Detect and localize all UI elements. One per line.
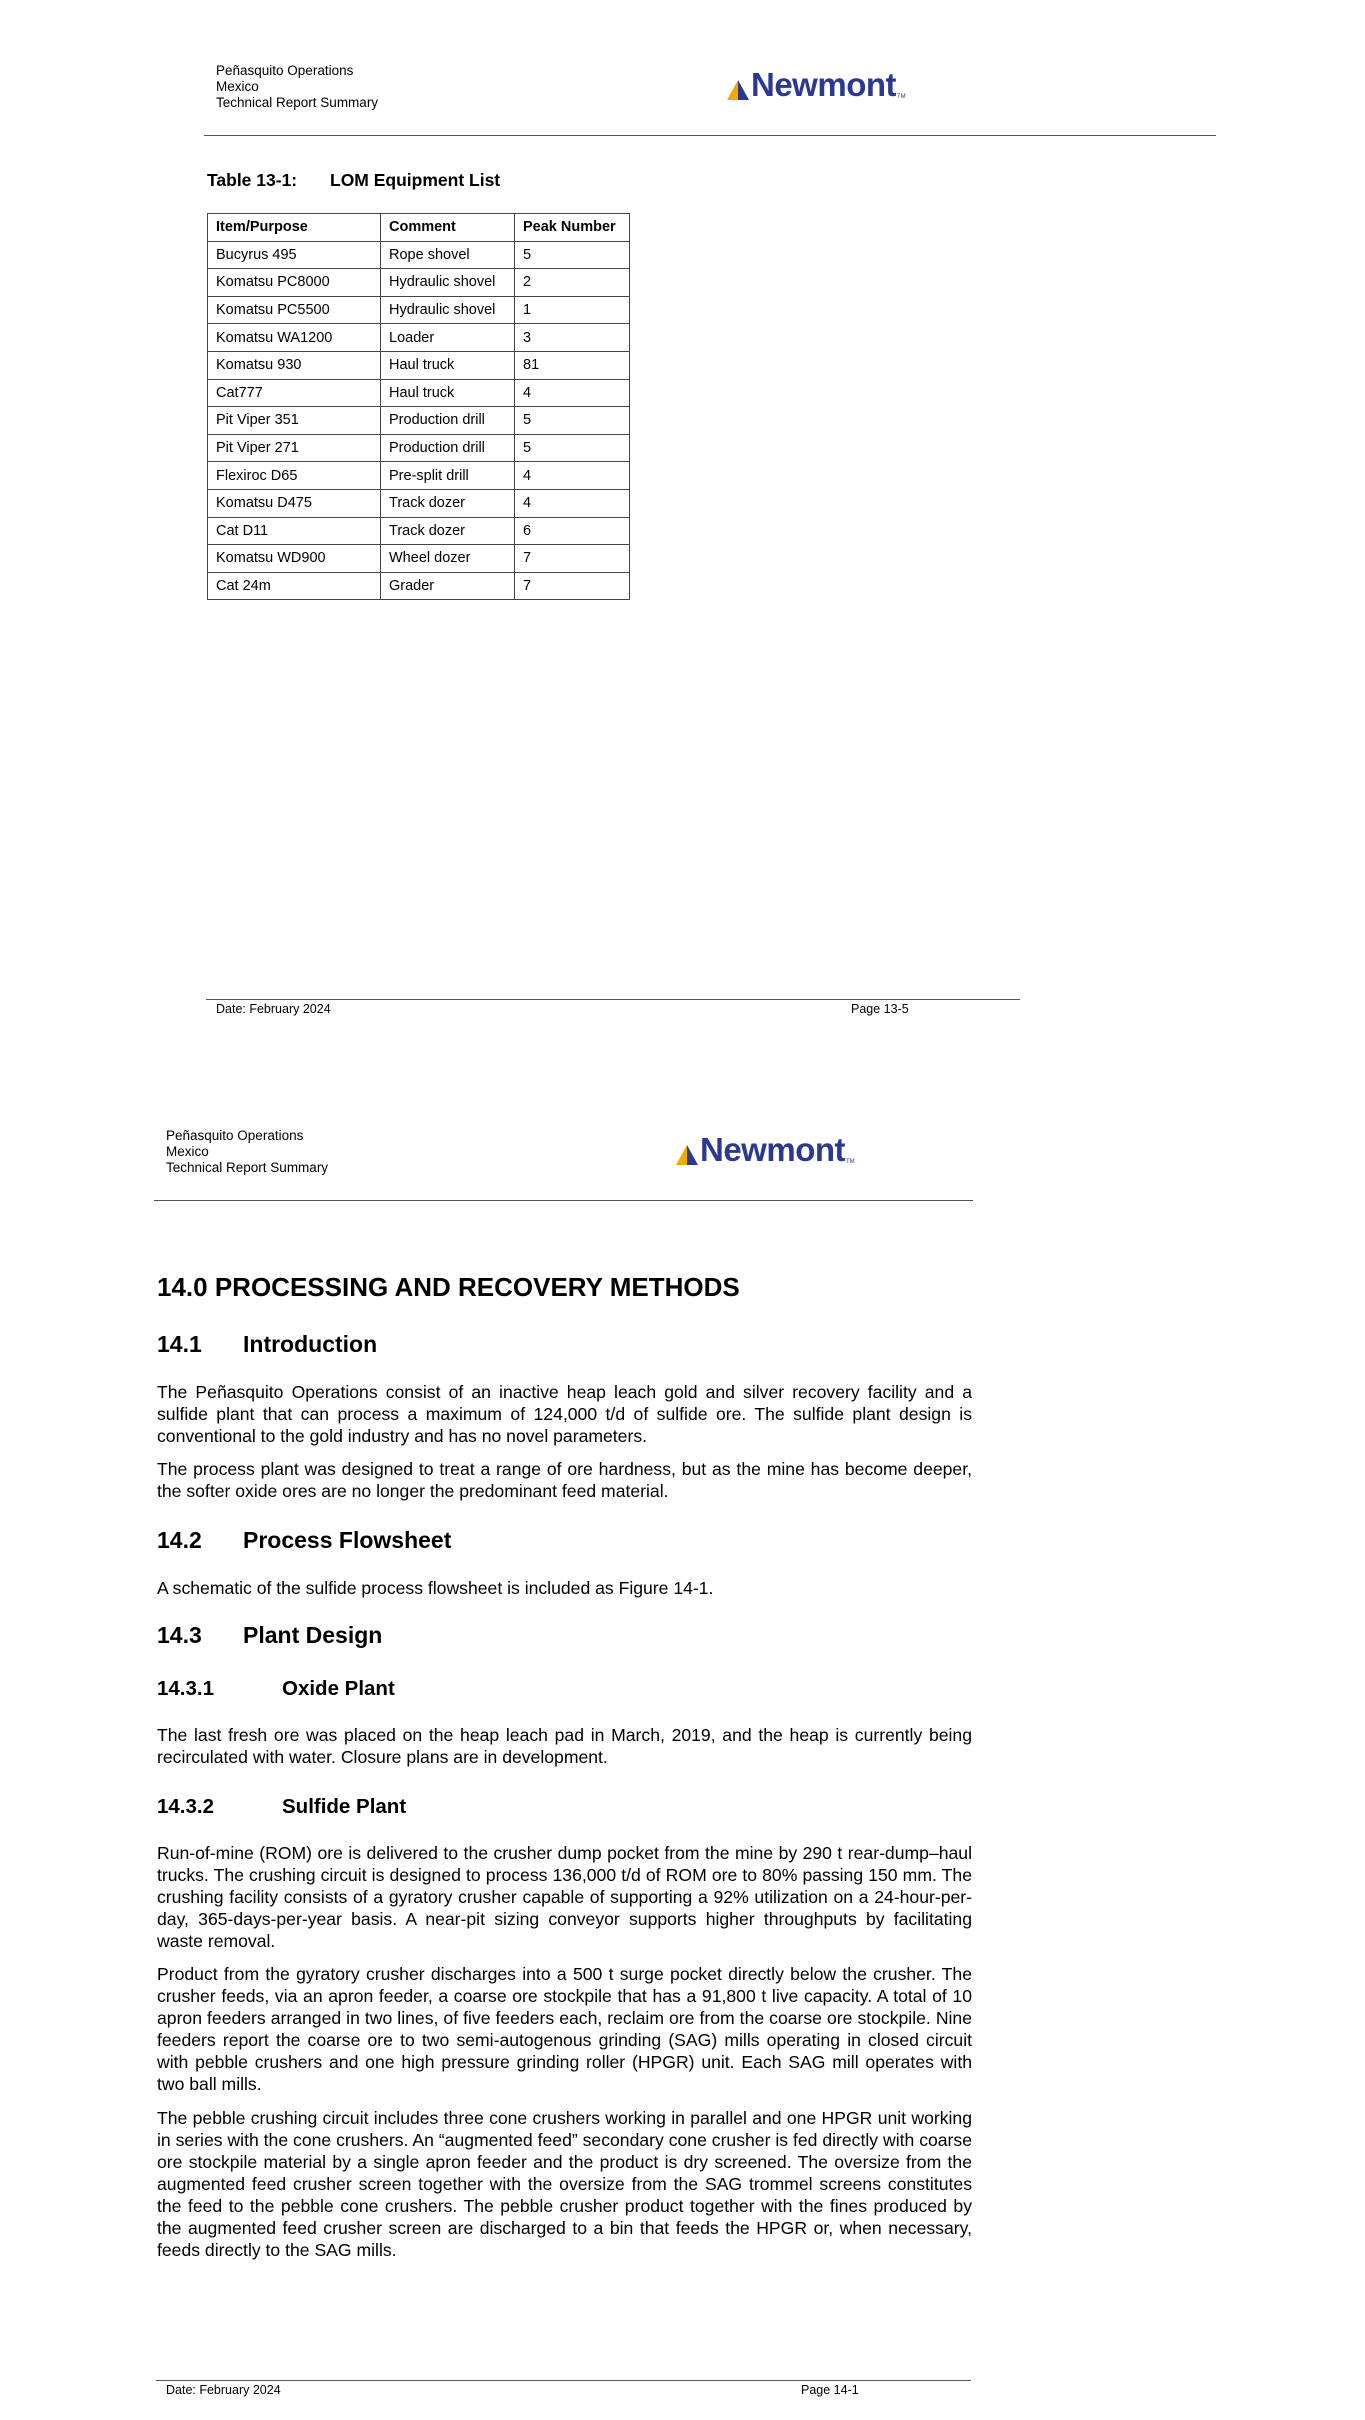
table-caption	[207, 170, 500, 191]
header-comment: Comment	[381, 214, 515, 242]
equipment-table	[207, 213, 630, 600]
heading-text: Process Flowsheet	[243, 1527, 452, 1553]
cell-peak-number: 2	[515, 269, 630, 297]
cell-peak-number: 6	[515, 517, 630, 545]
footer-divider	[206, 999, 1020, 1000]
page-header-company	[166, 1128, 328, 1176]
table-number: Table 13-1:	[207, 170, 298, 190]
header-item-purpose: Item/Purpose	[208, 214, 381, 242]
table-row	[208, 572, 630, 600]
cell-comment: Pre-split drill	[381, 462, 515, 490]
heading-number: 14.2	[157, 1527, 202, 1553]
heading-number: 14.1	[157, 1331, 202, 1357]
cell-comment: Production drill	[381, 407, 515, 435]
cell-peak-number: 5	[515, 407, 630, 435]
table-row	[208, 462, 630, 490]
logo-trademark: TM	[897, 94, 906, 100]
newmont-mark-icon	[727, 78, 749, 100]
cell-peak-number: 4	[515, 489, 630, 517]
cell-peak-number: 81	[515, 351, 630, 379]
cell-peak-number: 4	[515, 379, 630, 407]
cell-peak-number: 7	[515, 545, 630, 573]
cell-peak-number: 7	[515, 572, 630, 600]
heading-14-3-2	[157, 1795, 406, 1819]
table-header-row	[208, 214, 630, 242]
heading-text: Sulfide Plant	[282, 1795, 407, 1818]
paragraph-oxide-plant: The last fresh ore was placed on the heap leach pad in March, 2019, and the heap is currently being recirculated with water. Closure plans are in development.	[157, 1725, 972, 1767]
heading-14-2	[157, 1527, 451, 1554]
cell-peak-number: 5	[515, 241, 630, 269]
cell-item-purpose: Komatsu WA1200	[208, 324, 381, 352]
paragraph-flowsheet: A schematic of the sulfide process flowsheet is included as Figure 14-1.	[157, 1578, 714, 1598]
newmont-mark-icon	[676, 1143, 698, 1165]
heading-14-1	[157, 1331, 377, 1358]
heading-text: Oxide Plant	[282, 1677, 395, 1700]
heading-14-3-1	[157, 1677, 395, 1701]
newmont-logo	[727, 66, 906, 103]
logo-wordmark: Newmont	[751, 66, 896, 103]
table-row	[208, 296, 630, 324]
table-row	[208, 434, 630, 462]
table-row	[208, 407, 630, 435]
cell-comment: Track dozer	[381, 489, 515, 517]
section-title: 14.0 PROCESSING AND RECOVERY METHODS	[157, 1272, 740, 1302]
cell-peak-number: 1	[515, 296, 630, 324]
header-line-report: Technical Report Summary	[166, 1160, 329, 1175]
header-divider	[154, 1200, 973, 1201]
header-line-report: Technical Report Summary	[216, 95, 379, 110]
cell-peak-number: 3	[515, 324, 630, 352]
cell-item-purpose: Komatsu 930	[208, 351, 381, 379]
footer-divider	[156, 2380, 971, 2381]
table-title: LOM Equipment List	[330, 170, 501, 190]
cell-item-purpose: Komatsu PC5500	[208, 296, 381, 324]
heading-number: 14.3.2	[157, 1795, 214, 1818]
cell-comment: Hydraulic shovel	[381, 296, 515, 324]
table-row	[208, 324, 630, 352]
cell-comment: Haul truck	[381, 351, 515, 379]
cell-item-purpose: Pit Viper 271	[208, 434, 381, 462]
table-row	[208, 545, 630, 573]
footer-date: Date: February 2024	[216, 1002, 331, 1016]
paragraph-sulfide-2: Product from the gyratory crusher discharges into a 500 t surge pocket directly below the crusher. The crusher feeds, via an apron feeder, a coarse ore stockpile that has a 91,800 t live capacity. A total of 10 apron feeders arranged in two lines, of five feeders each, reclaim ore from the coarse ore stockpile. Nine feeders report the coarse ore to two semi-autogenous grinding (SAG) mills operating in closed circuit with pebble crushers and one high pressure grinding roller (HPGR) unit. Each SAG mill operates with two ball mills.	[157, 1964, 972, 2094]
table-row	[208, 269, 630, 297]
heading-number: 14.3.1	[157, 1677, 214, 1700]
newmont-logo	[676, 1131, 855, 1168]
cell-comment: Loader	[381, 324, 515, 352]
cell-item-purpose: Flexiroc D65	[208, 462, 381, 490]
cell-item-purpose: Komatsu PC8000	[208, 269, 381, 297]
cell-comment: Production drill	[381, 434, 515, 462]
table-row	[208, 351, 630, 379]
heading-number: 14.3	[157, 1622, 202, 1648]
header-divider	[204, 135, 1216, 136]
cell-comment: Wheel dozer	[381, 545, 515, 573]
cell-item-purpose: Cat D11	[208, 517, 381, 545]
cell-peak-number: 4	[515, 462, 630, 490]
cell-comment: Grader	[381, 572, 515, 600]
cell-item-purpose: Komatsu D475	[208, 489, 381, 517]
page-header-company	[216, 63, 378, 111]
footer-page-number: Page 14-1	[801, 2383, 859, 2397]
logo-wordmark: Newmont	[700, 1131, 845, 1168]
logo-trademark: TM	[846, 1159, 855, 1165]
cell-item-purpose: Pit Viper 351	[208, 407, 381, 435]
heading-text: Plant Design	[243, 1622, 383, 1648]
header-line-operations: Peñasquito Operations	[166, 1128, 304, 1143]
header-line-country: Mexico	[166, 1144, 209, 1159]
table-row	[208, 517, 630, 545]
header-line-country: Mexico	[216, 79, 259, 94]
paragraph-intro-2: The process plant was designed to treat a range of ore hardness, but as the mine has become deeper, the softer oxide ores are no longer the predominant feed material.	[157, 1459, 972, 1501]
cell-comment: Rope shovel	[381, 241, 515, 269]
cell-peak-number: 5	[515, 434, 630, 462]
cell-item-purpose: Bucyrus 495	[208, 241, 381, 269]
table-row	[208, 241, 630, 269]
paragraph-intro-1: The Peñasquito Operations consist of an inactive heap leach gold and silver recovery facility and a sulfide plant that can process a maximum of 124,000 t/d of sulfide ore. The sulfide plant design is conventional to the gold industry and has no novel parameters.	[157, 1382, 972, 1446]
heading-text: Introduction	[243, 1331, 378, 1357]
cell-comment: Haul truck	[381, 379, 515, 407]
cell-comment: Track dozer	[381, 517, 515, 545]
heading-14-3	[157, 1622, 382, 1649]
cell-comment: Hydraulic shovel	[381, 269, 515, 297]
cell-item-purpose: Cat 24m	[208, 572, 381, 600]
table-row	[208, 379, 630, 407]
footer-page-number: Page 13-5	[851, 1002, 909, 1016]
cell-item-purpose: Komatsu WD900	[208, 545, 381, 573]
paragraph-sulfide-1: Run-of-mine (ROM) ore is delivered to the crusher dump pocket from the mine by 290 t rear-dump–haul trucks. The crushing circuit is designed to process 136,000 t/d of ROM ore to 80% passing 150 mm. The crushing facility consists of a gyratory crusher capable of supporting a 92% utilization on a 24-hour-per-day, 365-days-per-year basis. A near-pit sizing conveyor supports higher throughputs by facilitating waste removal.	[157, 1843, 972, 1951]
table-row	[208, 489, 630, 517]
header-line-operations: Peñasquito Operations	[216, 63, 354, 78]
cell-item-purpose: Cat777	[208, 379, 381, 407]
footer-date: Date: February 2024	[166, 2383, 281, 2397]
paragraph-sulfide-3: The pebble crushing circuit includes three cone crushers working in parallel and one HPGR unit working in series with the cone crushers. An “augmented feed” secondary cone crusher is fed directly with coarse ore stockpile material by a single apron feeder and the product is dry screened. The oversize from the augmented feed crusher screen together with the oversize from the SAG trommel screens constitutes the feed to the pebble cone crushers. The pebble crusher product together with the fines produced by the augmented feed crusher screen are discharged to a bin that feeds the HPGR or, when necessary, feeds directly to the SAG mills.	[157, 2108, 972, 2260]
header-peak-number: Peak Number	[515, 214, 630, 242]
